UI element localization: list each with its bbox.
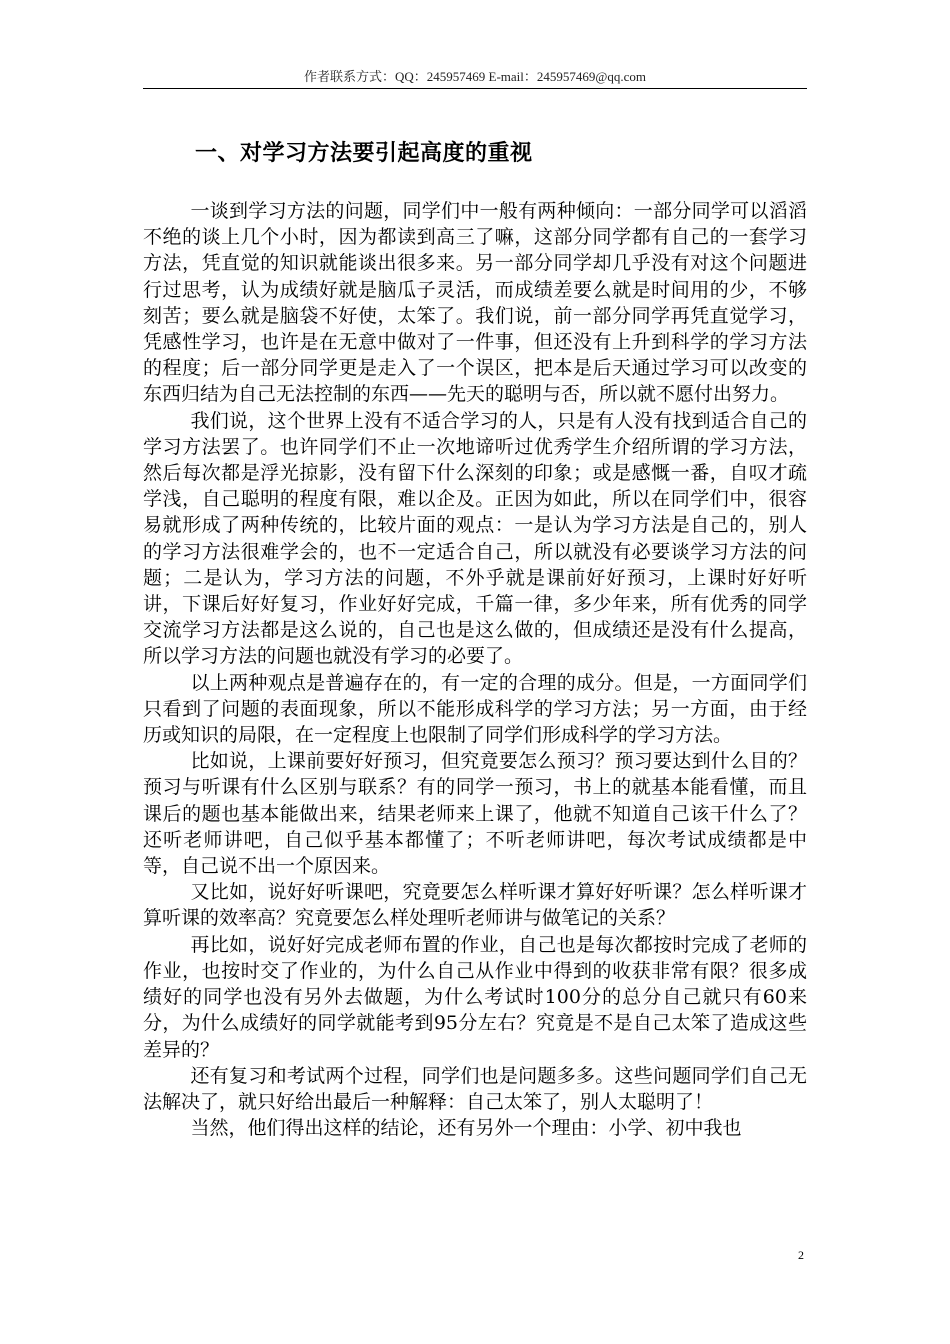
section-title: 一、对学习方法要引起高度的重视: [195, 141, 533, 166]
header-divider: [143, 88, 807, 89]
paragraph: 一谈到学习方法的问题，同学们中一般有两种倾向：一部分同学可以滔滔不绝的谈上几个小时，因为都读到高三了嘛，这部分同学都有自己的一套学习方法，凭直觉的知识就能谈出很多来。另一部分同学却几乎没有对这个问题进行过思考，认为成绩好就是脑瓜子灵活，而成绩差要么就是时间用的少，不够刻苦；要么就是脑袋不好使，太笨了。我们说，前一部分同学再凭直觉学习，凭感性学习，也许是在无意中做对了一件事，但还没有上升到科学的学习方法的程度；后一部分同学更是走入了一个误区，把本是后天通过学习可以改变的东西归结为自己无法控制的东西——先天的聪明与否，所以就不愿付出努力。: [143, 200, 807, 406]
paragraph: 当然，他们得出这样的结论，还有另外一个理由：小学、初中我也: [190, 1117, 742, 1140]
paragraph: 又比如，说好好听课吧，究竟要怎么样听课才算好好听课？怎么样听课才算听课的效率高？究竟要怎么样处理听老师讲与做笔记的关系？: [143, 881, 807, 930]
paragraph: 我们说，这个世界上没有不适合学习的人，只是有人没有找到适合自己的学习方法罢了。也许同学们不止一次地谛听过优秀学生介绍所谓的学习方法，然后每次都是浮光掠影，没有留下什么深刻的印象；或是感慨一番，自叹才疏学浅，自己聪明的程度有限，难以企及。正因为如此，所以在同学们中，很容易就形成了两种传统的，比较片面的观点：一是认为学习方法是自己的，别人的学习方法很难学会的，也不一定适合自己，所以就没有必要谈学习方法的问题；二是认为，学习方法的问题，不外乎就是课前好好预习，上课时好好听讲，下课后好好复习，作业好好完成，千篇一律，多少年来，所有优秀的同学交流学习方法都是这么说的，自己也是这么做的，但成绩还是没有什么提高，所以学习方法的问题也就没有学习的必要了。: [143, 409, 807, 668]
page-number: 2: [798, 1248, 804, 1262]
paragraph: 再比如，说好好完成老师布置的作业，自己也是每次都按时完成了老师的作业，也按时交了作业的，为什么自己从作业中得到的收获非常有限？很多成绩好的同学也没有另外去做题，为什么考试时100分的总分自己就只有60来分，为什么成绩好的同学就能考到95分左右？究竟是不是自己太笨了造成这些差异的？: [143, 933, 807, 1061]
body-text: [143, 198, 807, 1141]
paragraph: 以上两种观点是普遍存在的，有一定的合理的成分。但是，一方面同学们只看到了问题的表面现象，所以不能形成科学的学习方法；另一方面，由于经历或知识的局限，在一定程度上也限制了同学们形成科学的学习方法。: [143, 671, 807, 747]
page-header-contact: 作者联系方式：QQ：245957469 E-mail：245957469@qq.com: [303, 69, 646, 84]
paragraph: 比如说，上课前要好好预习，但究竟要怎么预习？预习要达到什么目的？预习与听课有什么区别与联系？有的同学一预习，书上的就基本能看懂，而且课后的题也基本能做出来，结果老师来上课了，他就不知道自己该干什么了？还听老师讲吧，自己似乎基本都懂了；不听老师讲吧，每次考试成绩都是中等，自己说不出一个原因来。: [143, 750, 807, 878]
paragraph: 还有复习和考试两个过程，同学们也是问题多多。这些问题同学们自己无法解决了，就只好给出最后一种解释：自己太笨了，别人太聪明了！: [143, 1064, 807, 1113]
